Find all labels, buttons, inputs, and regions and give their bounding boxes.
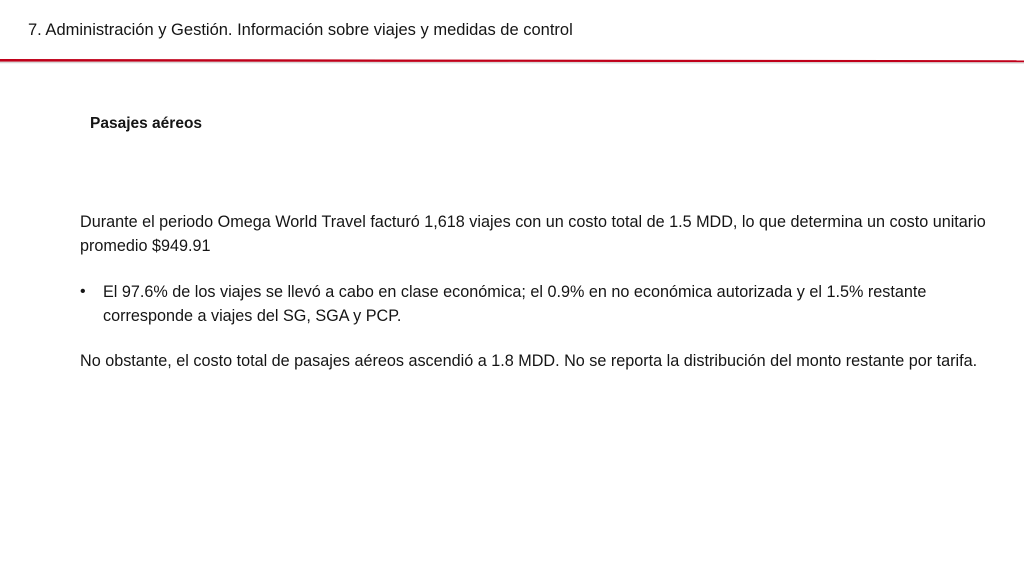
title-divider [0, 56, 1024, 64]
intro-paragraph: Durante el periodo Omega World Travel facturó 1,618 viajes con un costo total de 1.5 MDD, lo que determina un costo unitario promedio $949.91 [80, 213, 986, 255]
closing-paragraph: No obstante, el costo total de pasajes aéreos ascendió a 1.8 MDD. No se reporta la distribución del monto restante por tarifa. [80, 352, 978, 370]
bullet-icon: • [80, 283, 86, 300]
section-heading: Pasajes aéreos [90, 115, 203, 132]
bullet-text: El 97.6% de los viajes se llevó a cabo en clase económica; el 0.9% en no económica autorizada y el 1.5% restante corresponde a viajes del SG, SGA y PCP. [103, 283, 927, 325]
slide-title: 7. Administración y Gestión. Información sobre viajes y medidas de control [28, 21, 573, 39]
